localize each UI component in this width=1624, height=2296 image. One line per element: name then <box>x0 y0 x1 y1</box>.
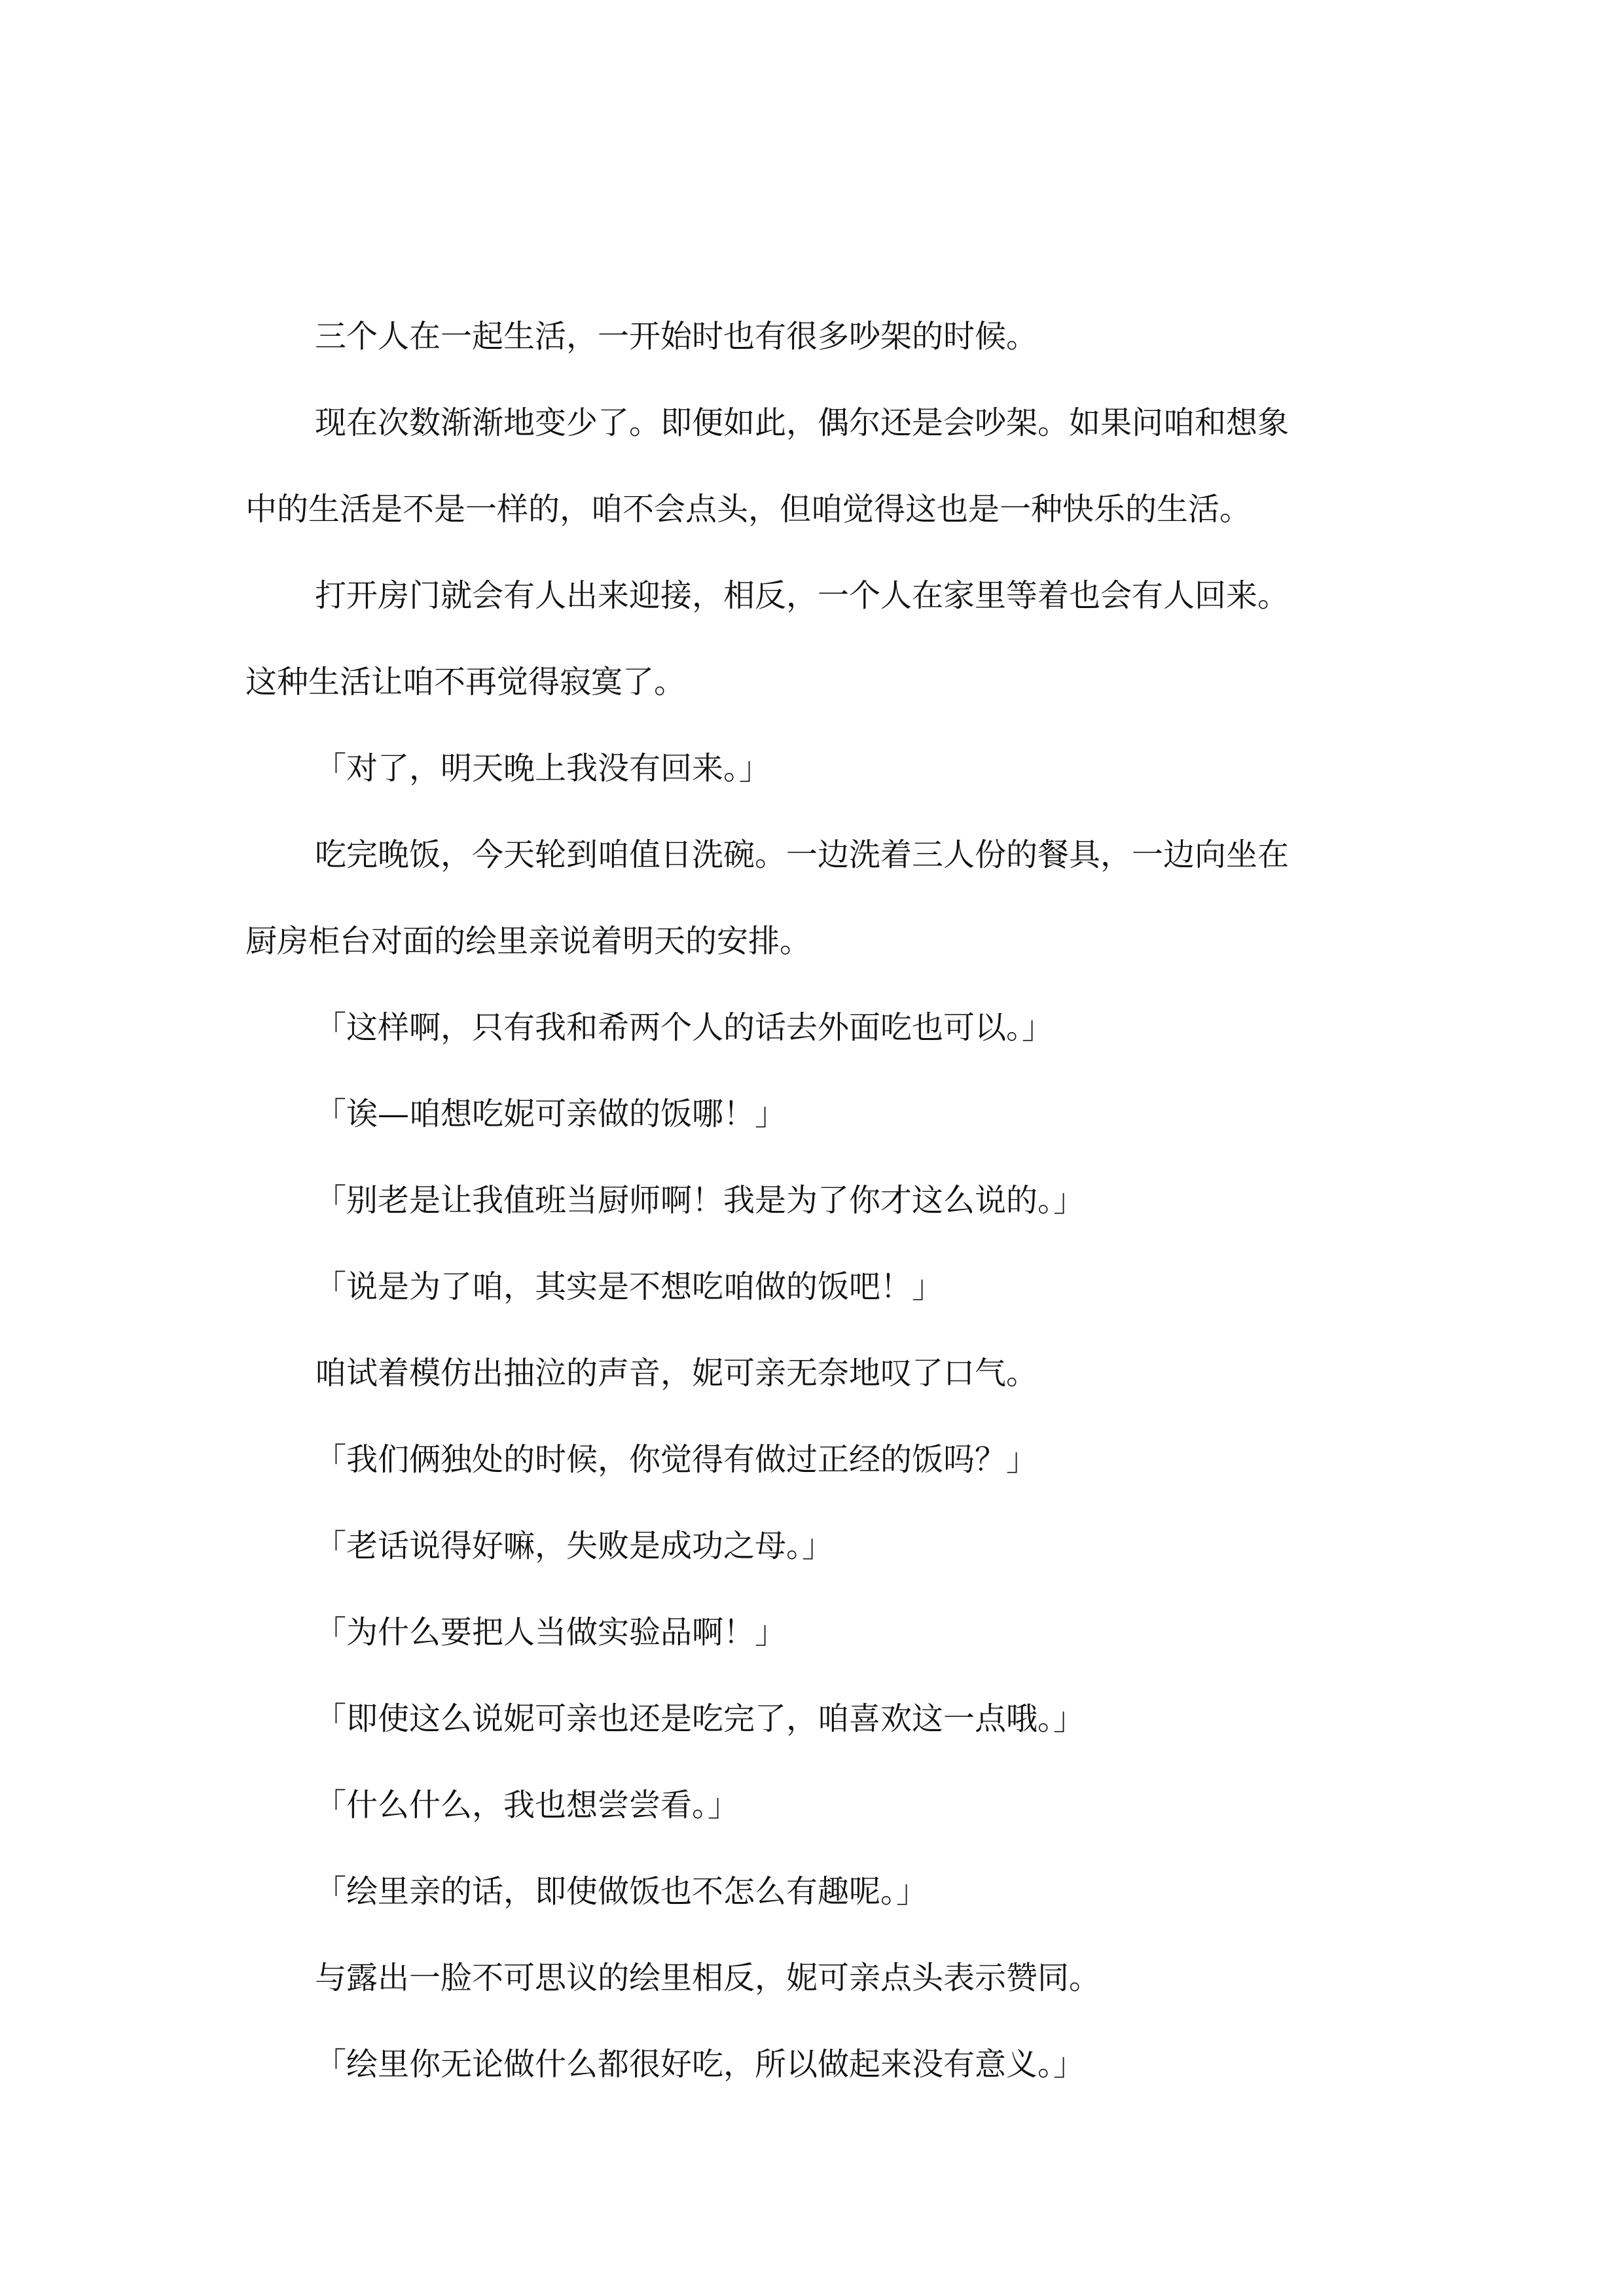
paragraph <box>245 1157 1384 1244</box>
text-line: 与露出一脸不可思议的绘里相反，妮可亲点头表示赞同。 <box>315 1960 1101 1996</box>
paragraph <box>245 552 1384 639</box>
paragraph <box>245 293 1384 380</box>
text-line: 厨房柜台对面的绘里亲说着明天的安排。 <box>245 923 812 960</box>
paragraph <box>245 1762 1384 1848</box>
text-line: 咱试着模仿出抽泣的声音，妮可亲无奈地叹了口气。 <box>315 1355 1038 1391</box>
paragraph-continuation <box>245 898 1384 984</box>
paragraph <box>245 1503 1384 1589</box>
paragraph <box>245 1244 1384 1330</box>
text-line: 「别老是让我值班当厨师啊！我是为了你才这么说的。」 <box>315 1182 1085 1219</box>
paragraph <box>245 812 1384 898</box>
text-line: 「诶—咱想吃妮可亲做的饭哪！」 <box>315 1096 787 1132</box>
text-line: 这种生活让咱不再觉得寂寞了。 <box>245 664 686 700</box>
text-line: 「老话说得好嘛，失败是成功之母。」 <box>315 1528 834 1564</box>
paragraph <box>245 1416 1384 1503</box>
text-line: 「说是为了咱，其实是不想吃咱做的饭吧！」 <box>315 1268 944 1305</box>
text-line: 吃完晚饭，今天轮到咱值日洗碗。一边洗着三人份的餐具，一边向坐在 <box>315 836 1290 873</box>
text-line: 三个人在一起生活，一开始时也有很多吵架的时候。 <box>315 318 1038 355</box>
text-line: 「什么什么，我也想尝尝看。」 <box>315 1787 740 1823</box>
paragraph <box>245 725 1384 812</box>
paragraph <box>245 380 1384 466</box>
paragraph <box>245 1071 1384 1157</box>
paragraph-continuation <box>245 466 1384 552</box>
paragraph <box>245 1676 1384 1762</box>
text-line: 中的生活是不是一样的，咱不会点头，但咱觉得这也是一种快乐的生活。 <box>245 491 1252 528</box>
text-line: 现在次数渐渐地变少了。即便如此，偶尔还是会吵架。如果问咱和想象 <box>315 404 1290 441</box>
text-line: 「我们俩独处的时候，你觉得有做过正经的饭吗？」 <box>315 1441 1038 1478</box>
text-line: 打开房门就会有人出来迎接，相反，一个人在家里等着也会有人回来。 <box>315 577 1290 614</box>
text-body <box>245 293 1384 2108</box>
text-line: 「即使这么说妮可亲也还是吃完了，咱喜欢这一点哦。」 <box>315 1700 1085 1737</box>
paragraph <box>245 1935 1384 2021</box>
paragraph-continuation <box>245 639 1384 725</box>
text-line: 「这样啊，只有我和希两个人的话去外面吃也可以。」 <box>315 1009 1054 1046</box>
text-line: 「对了，明天晚上我没有回来。」 <box>315 750 771 787</box>
text-line: 「为什么要把人当做实验品啊！」 <box>315 1614 787 1651</box>
paragraph <box>245 984 1384 1071</box>
text-line: 「绘里亲的话，即使做饭也不怎么有趣呢。」 <box>315 1873 928 1910</box>
paragraph <box>245 2021 1384 2108</box>
paragraph <box>245 1330 1384 1416</box>
text-line: 「绘里你无论做什么都很好吃，所以做起来没有意义。」 <box>315 2046 1085 2083</box>
paragraph <box>245 1848 1384 1935</box>
paragraph <box>245 1589 1384 1676</box>
